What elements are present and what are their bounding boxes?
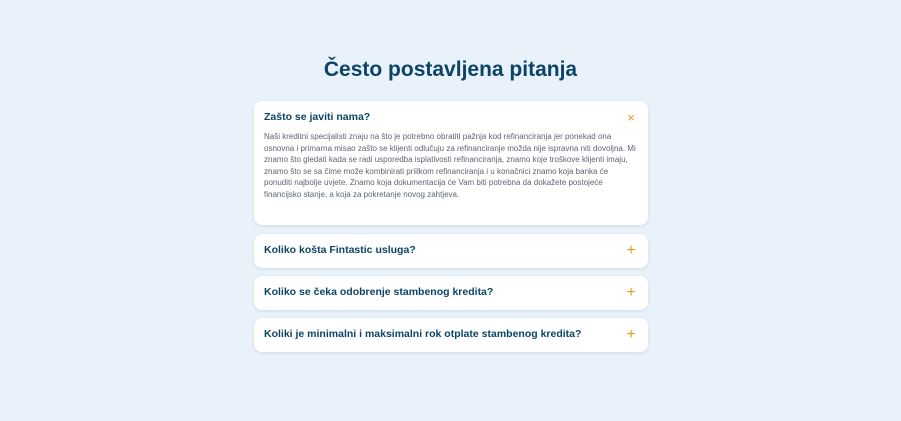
faq-question[interactable]: Koliki je minimalni i maksimalni rok otplate stambenog kredita? bbox=[264, 328, 582, 340]
faq-answer: Naši kreditni specijalisti znaju na što je potrebno obratiti pažnja kod refinanciranja jer ponekad ona osnovna i primarna misao zašto se klijenti odlučuju za refinanciranje možda nije ispravna niti dovoljna. Mi znamo što gledati kada se radi usporedba isplativosti refinanciranja, znamo koje troškove klijenti imaju, znamo što se sa čime može kombinirati priilkom refinanciranja i u konačnici znamo koja banka će ponuditi najbolje uvjete. Znamo koja dokumentacija će Vam biti potrebna da dokažete postojeće financijsko stanje, a koja za pokretanje novog zahtjeva. bbox=[264, 132, 636, 199]
plus-icon[interactable]: + bbox=[626, 326, 636, 343]
plus-icon[interactable]: + bbox=[626, 284, 636, 301]
faq-question[interactable]: Zašto se javiti nama? bbox=[264, 111, 371, 123]
faq-item-why-us[interactable] bbox=[254, 101, 648, 225]
faq-question[interactable]: Koliko se čeka odobrenje stambenog kredita? bbox=[264, 286, 494, 298]
faq-item-repayment-term[interactable] bbox=[254, 318, 648, 352]
page-title: Često postavljena pitanja bbox=[323, 58, 578, 81]
faq-item-service-cost[interactable] bbox=[254, 234, 648, 268]
faq-question[interactable]: Koliko košta Fintastic usluga? bbox=[264, 244, 416, 256]
plus-icon[interactable]: + bbox=[626, 242, 636, 259]
faq-item-approval-time[interactable] bbox=[254, 276, 648, 310]
close-icon[interactable]: × bbox=[627, 110, 635, 125]
